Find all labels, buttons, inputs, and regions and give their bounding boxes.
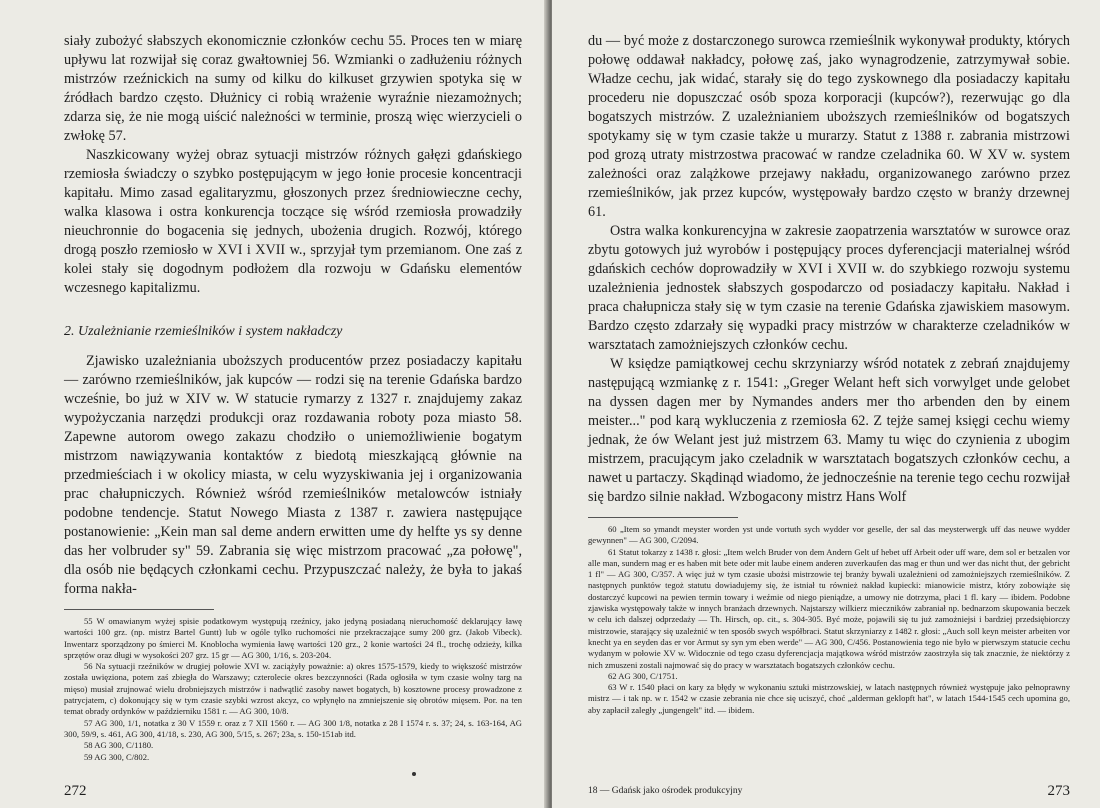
paragraph: Zjawisko uzależniania uboższych producentów przez posiadaczy kapitału — zarówno rzemieślników, jak kupców — rodzi się na terenie Gdańska bardzo wcześnie, bo już w XIV w. W statucie rymarzy z 1327 r. znajdujemy zakaz wypożyczania narzędzi produkcji oraz rozdawania roboty poza miasto 58. Zapewne autorom owego zakazu chodziło o uniemożliwienie bogatym mistrzom nawiązywania kontaktów z biedotą mieszkającą głównie na przedmieściach i w okolicy miasta, w celu wyzyskiwania jej i organizowania prac chałupniczych. Również wśród rzemieślników metalowców istniały podobne tendencje. Statut Nowego Miasta z 1387 r. zawiera następujące postanowienie: „Kein man sal deme andern erwitten ume dy helfte ys sy denne das her volbruder sy" 59. Zabrania się więc mistrzom pracować „za połowę", dla osób nie będących członkami cechu. Przypuszczać należy, że była to jakaś forma nakła- xyxy=(64,353,522,597)
footnote: 57 AG 300, 1/1, notatka z 30 V 1559 r. oraz z 7 XII 1560 r. — AG 300 1/8, notatka z 28 I 1574 r. s. 37; 24, s. 163-164, AG 300, 59/9, s. 461, AG 300, 41/18, s. 230, AG 300, 5/15, s. 267; 23a, s. 150-151ab itd. xyxy=(64,717,522,739)
left-page xyxy=(0,0,548,808)
footnote: 59 AG 300, C/802. xyxy=(84,751,150,762)
paragraph: W księdze pamiątkowej cechu skrzyniarzy wśród notatek z zebrań znajdujemy następującą wzmiankę z r. 1541: „Greger Welant heft sich vorwylget unde gelobet na dyssen dagen mer by Nymandes anders mer tho arbenden den by einem meister..." pod karą wykluczenia z rzemiosła 62. Z tejże samej księgi cechu wiemy jednak, że ów Welant jest już mistrzem 63. Mamy tu więc do czynienia z ubogim mistrzem, pracującym jako czeladnik w warsztatach bogatszych członków cechu, a nawet u partaczy. Skądinąd wiadomo, że jednocześnie na terenie tego cechu rozwijał się bardzo silnie nakład. Wzbogacony mistrz Hans Wolf xyxy=(588,356,1070,505)
footnote: 62 AG 300, C/1751. xyxy=(608,670,678,681)
footnote: 61 Statut tokarzy z 1438 r. głosi: „Item welch Bruder von dem Andern Gelt uf hebet uff Arbeit oder uff ware, dem sol er betzalen vor alle man, sundern mag er es haben mit bete oder mit laube einem anderen zuverkaufen das mag er thun und wer das nicht thut, der gebricht 1 fl" — AG 300, C/357. A więc już w tym czasie ubożsi mistrzowie tej branży bywali uzależnieni od zamożniejszych rzemieślników. Z następnych punktów tegoż statutu dowiadujemy się, że istniał tu również nakład kupiecki: mianowicie mistrz, który zobowiąże się dostarczyć kupcowi na pewien termin towary i weźmie od niego pieniądze, a umowy nie dotrzyma, płaci 1 fl. kary — ibidem. Podobne zjawiska występowały także w innych branżach drzewnych. Najstarszy wilkierz mieczników zabraniał np. bednarzom skupowania beczek w celu ich dalszej odprzedaży — Th. Hirsch, op. cit., s. 304-305. Być może, pojawili się tu już zamożniejsi i bardziej przedsiębiorczy mistrzowie, starający się uzależnić w ten sposób swych współbraci. Statut skrzyniarzy z 1482 r. głosi: „Auch soll keyn meister arbeiten vor knecht ya en seyden das er vor Armut sy syn ym eben werde" — AG 300, C/456. Postanowienia tego nie było w pierwszym statucie cechu wydanym w połowie XV w. Widocznie od tego czasu dyferencjacja majątkowa wśród mistrzów zaostrzyła się tak znacznie, że niektórzy z nich zmuszeni zostali najmować się do pracy w warsztatach bogatszych członków cechu. xyxy=(588,546,1070,670)
right-page xyxy=(552,0,1100,808)
footnote-rule xyxy=(64,609,214,610)
ink-dot xyxy=(412,772,416,776)
footnote: 60 „Item so ymandt meyster worden yst unde vortuth sych wydder vor geselle, der sal das meysterwergk uff das neuwe wydder gewynnen" — AG 300, C/2094. xyxy=(588,524,1070,546)
page-number: 272 xyxy=(64,783,87,799)
paragraph: du — być może z dostarczonego surowca rzemieślnik wykonywał produkty, których połowę oddawał nakładcy, połowę zaś, jako wynagrodzenie, zatrzymywał sobie. Władze cechu, jak widać, starały się do tego zyskownego dla posiadaczy kapitału procederu nie dopuszczać osób spoza korporacji (kupców?), rezerwując go dla bogatszych mistrzów. Z uzależnianiem uboższych rzemieślników od bogatszych spotykamy się w tym czasie także u murarzy. Statut z 1388 r. zabrania mistrzowi pod grozą utraty mistrzostwa pracować w randze czeladnika 60. W XV w. system zależności oraz zalążkowe przejawy nakładu, organizowanego zarówno przez rzemieślników, jak przez kupców, występowały bardzo często w branży drzewnej 61. xyxy=(588,33,1070,220)
footnote: 63 W r. 1540 płaci on kary za błędy w wykonaniu sztuki mistrzowskiej, w latach następnych również występuje jako pełnoprawny mistrz — i tak np. w r. 1542 w czasie zebrania nie chce się uciszyć, choć „alderman geklopft hat", w latach 1544-1545 cech upomina go, aby zapłacił zaległy „jungengelt" itd. — ibidem. xyxy=(588,682,1070,715)
footnote: 55 W omawianym wyżej spisie podatkowym występują rzeźnicy, jako jedyną posiadaną nieruchomość deklarujący ławę wartości 100 grz. (np. mistrz Bartel Guntt) lub w ogóle tylko ruchomości nie przekraczające sumy 200 grz. (Jakob Vibeck). Inwentarz sporządzony po śmierci M. Knoblocha wymienia ławę wartości 120 grz., 2 konie wartości 24 fl., trochę odzieży, kilka sprzętów oraz długi w wysokości 207 grz. 15 gr — AG 300, 1/16, s. 203-204. xyxy=(64,616,522,660)
paragraph: Naszkicowany wyżej obraz sytuacji mistrzów różnych gałęzi gdańskiego rzemiosła świadczy o szybko postępującym w jego łonie procesie koncentracji kapitału. Mimo zasad egalitaryzmu, głoszonych przez średniowieczne cechy, walka klasowa i ostra konkurencja toczące się wśród rzemiosła prowadziły nieuchronnie do bogacenia się jednych, ubożenia drugich. Rozwój, którego drogą poszło rzemiosło w XVI i XVII w., sprzyjał tym przemianom. One zaś z kolei stały się dogodnym podłożem dla rozwoju w Gdańsku elementów wczesnego kapitalizmu. xyxy=(64,147,522,296)
footnote-rule xyxy=(588,517,738,518)
paragraph: siały zubożyć słabszych ekonomicznie członków cechu 55. Proces ten w miarę upływu lat rozwijał się coraz gwałtowniej 56. Wzmianki o zadłużeniu różnych mistrzów rzeźnickich na sumy od kilku do kilkuset grzywien spotyka się w źródłach bardzo często. Dłużnicy ci robią wrażenie wyraźnie niezamożnych; zdarza się, że nie mogą uiścić należności w terminie, proszą więc wierzycieli o zwłokę 57. xyxy=(64,33,522,144)
running-footer: 18 — Gdańsk jako ośrodek produkcyjny xyxy=(588,786,743,796)
page-number: 273 xyxy=(1047,783,1070,799)
paragraph: Ostra walka konkurencyjna w zakresie zaopatrzenia warsztatów w surowce oraz zbytu gotowych już wyrobów i postępujący proces dyferencjacji materialnej wśród gdańskich cechów doprowadziły w XVI i XVII w. do szybkiego rozwoju systemu uzależnienia jednostek słabszych gospodarczo od posiadaczy kapitału. Nakład i praca chałupnicza stały się w tym czasie na terenie Gdańska zjawiskiem masowym. Bardzo często zdarzały się wypadki pracy mistrzów w charakterze czeladników w warsztatach zamożniejszych członków cechu. xyxy=(588,223,1070,353)
footnote: 56 Na sytuacji rzeźników w drugiej połowie XVI w. zaciążyły poważnie: a) okres 1575-1579, kiedy to większość mistrzów została uwięziona, potem zaś zbiegła do Warszawy; czterolecie okres bezczynności (Rada ogłosiła w tym czasie wolny targ na mięso) musiał zrujnować wielu drobniejszych mistrzów i nadwątlić zasoby nawet bogatych, b) kosztowne procesy prowadzone z patrycjatem, c) dokonujący się w tym czasie szybki wzrost akcyz, co wpłynęło na zmniejszenie się obrotów mięsem. Por. na ten temat obrady ordynków w październiku 1581 r. — AG 300, 10/8. xyxy=(64,661,522,717)
footnote: 58 AG 300, C/1180. xyxy=(84,740,154,751)
section-heading: 2. Uzależnianie rzemieślników i system nakładczy xyxy=(64,324,343,339)
